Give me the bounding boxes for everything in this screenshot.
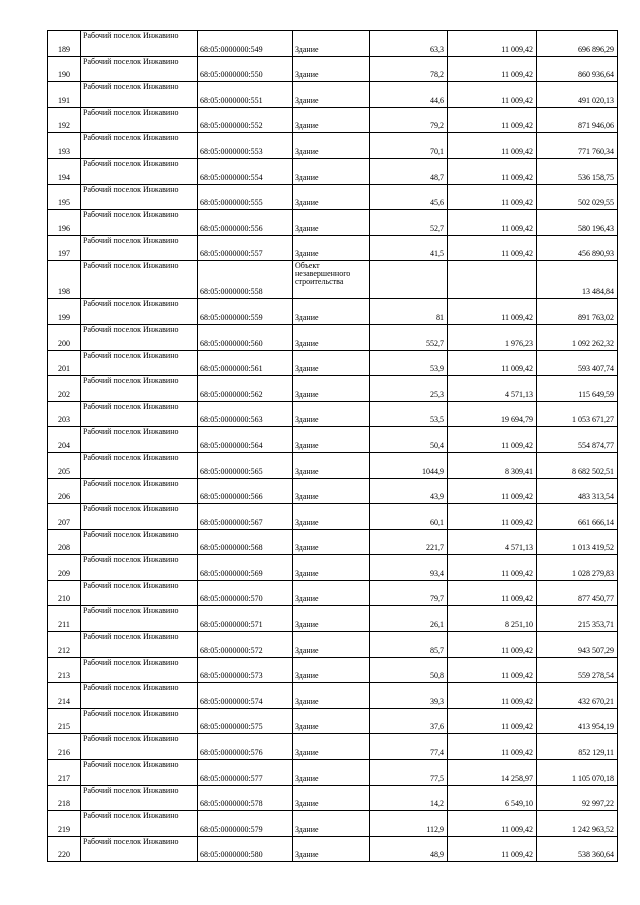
location-cell: Рабочий поселок Инжавино [81, 133, 198, 159]
location-cell: Рабочий поселок Инжавино [81, 811, 198, 837]
cadastral-number-cell: 68:05:0000000:554 [198, 158, 293, 184]
row-number: 212 [48, 632, 81, 658]
cadastral-number-cell: 68:05:0000000:553 [198, 133, 293, 159]
area-cell [370, 261, 448, 299]
cadastral-value-cell: 871 946,06 [537, 107, 618, 133]
table-row [48, 158, 618, 184]
object-type-cell: Здание [293, 760, 370, 786]
cadastral-value-cell: 13 484,84 [537, 261, 618, 299]
cadastral-value-cell: 115 649,59 [537, 376, 618, 402]
row-number: 209 [48, 555, 81, 581]
object-type-cell: Здание [293, 82, 370, 108]
cadastral-value-cell: 502 029,55 [537, 184, 618, 210]
location-cell: Рабочий поселок Инжавино [81, 299, 198, 325]
cadastral-value-cell: 852 129,11 [537, 734, 618, 760]
unit-price-cell: 11 009,42 [448, 734, 537, 760]
location-cell: Рабочий поселок Инжавино [81, 606, 198, 632]
cadastral-number-cell: 68:05:0000000:560 [198, 324, 293, 350]
row-number: 193 [48, 133, 81, 159]
area-cell: 77,5 [370, 760, 448, 786]
row-number: 197 [48, 235, 81, 261]
location-cell: Рабочий поселок Инжавино [81, 31, 198, 57]
location-cell: Рабочий поселок Инжавино [81, 324, 198, 350]
object-type-cell: Здание [293, 606, 370, 632]
location-cell: Рабочий поселок Инжавино [81, 555, 198, 581]
unit-price-cell: 11 009,42 [448, 350, 537, 376]
location-cell: Рабочий поселок Инжавино [81, 107, 198, 133]
cadastral-number-cell: 68:05:0000000:564 [198, 427, 293, 453]
area-cell: 48,9 [370, 836, 448, 862]
cadastral-value-cell: 215 353,71 [537, 606, 618, 632]
cadastral-number-cell: 68:05:0000000:552 [198, 107, 293, 133]
table-row [48, 452, 618, 478]
unit-price-cell: 11 009,42 [448, 555, 537, 581]
area-cell: 79,2 [370, 107, 448, 133]
row-number: 218 [48, 785, 81, 811]
object-type-cell: Здание [293, 235, 370, 261]
location-cell: Рабочий поселок Инжавино [81, 657, 198, 683]
cadastral-number-cell: 68:05:0000000:550 [198, 56, 293, 82]
table-row [48, 734, 618, 760]
row-number: 203 [48, 401, 81, 427]
unit-price-cell: 11 009,42 [448, 82, 537, 108]
unit-price-cell: 4 571,13 [448, 376, 537, 402]
area-cell: 53,5 [370, 401, 448, 427]
location-cell: Рабочий поселок Инжавино [81, 836, 198, 862]
location-cell: Рабочий поселок Инжавино [81, 376, 198, 402]
table-row [48, 107, 618, 133]
location-cell: Рабочий поселок Инжавино [81, 683, 198, 709]
table-row [48, 811, 618, 837]
location-cell: Рабочий поселок Инжавино [81, 56, 198, 82]
table-row [48, 504, 618, 530]
cadastral-value-cell: 92 997,22 [537, 785, 618, 811]
location-cell: Рабочий поселок Инжавино [81, 785, 198, 811]
object-type-cell: Здание [293, 657, 370, 683]
location-cell: Рабочий поселок Инжавино [81, 734, 198, 760]
unit-price-cell: 11 009,42 [448, 158, 537, 184]
cadastral-number-cell: 68:05:0000000:569 [198, 555, 293, 581]
unit-price-cell: 11 009,42 [448, 811, 537, 837]
unit-price-cell: 11 009,42 [448, 235, 537, 261]
cadastral-number-cell: 68:05:0000000:574 [198, 683, 293, 709]
location-cell: Рабочий поселок Инжавино [81, 580, 198, 606]
location-cell: Рабочий поселок Инжавино [81, 708, 198, 734]
row-number: 217 [48, 760, 81, 786]
table-row [48, 580, 618, 606]
object-type-cell: Здание [293, 555, 370, 581]
area-cell: 63,3 [370, 31, 448, 57]
cadastral-value-cell: 580 196,43 [537, 210, 618, 236]
cadastral-number-cell: 68:05:0000000:558 [198, 261, 293, 299]
cadastral-number-cell: 68:05:0000000:556 [198, 210, 293, 236]
unit-price-cell: 11 009,42 [448, 133, 537, 159]
area-cell: 39,3 [370, 683, 448, 709]
object-type-cell: Здание [293, 836, 370, 862]
table-row [48, 555, 618, 581]
unit-price-cell: 11 009,42 [448, 708, 537, 734]
table-row [48, 606, 618, 632]
row-number: 219 [48, 811, 81, 837]
row-number: 207 [48, 504, 81, 530]
cadastral-value-cell: 1 053 671,27 [537, 401, 618, 427]
cadastral-number-cell: 68:05:0000000:559 [198, 299, 293, 325]
location-cell: Рабочий поселок Инжавино [81, 478, 198, 504]
unit-price-cell: 11 009,42 [448, 683, 537, 709]
cadastral-number-cell: 68:05:0000000:577 [198, 760, 293, 786]
cadastral-value-cell: 1 242 963,52 [537, 811, 618, 837]
cadastral-number-cell: 68:05:0000000:551 [198, 82, 293, 108]
unit-price-cell: 11 009,42 [448, 632, 537, 658]
table-row [48, 401, 618, 427]
cadastral-value-cell: 8 682 502,51 [537, 452, 618, 478]
area-cell: 14,2 [370, 785, 448, 811]
row-number: 204 [48, 427, 81, 453]
table-row [48, 184, 618, 210]
row-number: 206 [48, 478, 81, 504]
location-cell: Рабочий поселок Инжавино [81, 452, 198, 478]
area-cell: 85,7 [370, 632, 448, 658]
location-cell: Рабочий поселок Инжавино [81, 529, 198, 555]
area-cell: 112,9 [370, 811, 448, 837]
cadastral-value-cell: 593 407,74 [537, 350, 618, 376]
cadastral-value-cell: 696 896,29 [537, 31, 618, 57]
cadastral-value-cell: 891 763,02 [537, 299, 618, 325]
row-number: 191 [48, 82, 81, 108]
table-row [48, 31, 618, 57]
object-type-cell: Здание [293, 504, 370, 530]
cadastral-value-cell: 491 020,13 [537, 82, 618, 108]
row-number: 196 [48, 210, 81, 236]
object-type-cell: Здание [293, 299, 370, 325]
table-row [48, 836, 618, 862]
row-number: 208 [48, 529, 81, 555]
location-cell: Рабочий поселок Инжавино [81, 350, 198, 376]
object-type-cell: Здание [293, 376, 370, 402]
unit-price-cell: 11 009,42 [448, 56, 537, 82]
row-number: 202 [48, 376, 81, 402]
table-row [48, 478, 618, 504]
area-cell: 25,3 [370, 376, 448, 402]
unit-price-cell: 8 309,41 [448, 452, 537, 478]
row-number: 210 [48, 580, 81, 606]
area-cell: 1044,9 [370, 452, 448, 478]
table-row [48, 82, 618, 108]
area-cell: 43,9 [370, 478, 448, 504]
cadastral-value-cell: 554 874,77 [537, 427, 618, 453]
cadastral-number-cell: 68:05:0000000:575 [198, 708, 293, 734]
cadastral-value-cell: 456 890,93 [537, 235, 618, 261]
cadastral-number-cell: 68:05:0000000:568 [198, 529, 293, 555]
cadastral-value-cell: 1 028 279,83 [537, 555, 618, 581]
cadastral-value-cell: 559 278,54 [537, 657, 618, 683]
object-type-cell: Здание [293, 107, 370, 133]
cadastral-number-cell: 68:05:0000000:576 [198, 734, 293, 760]
area-cell: 52,7 [370, 210, 448, 236]
row-number: 201 [48, 350, 81, 376]
object-type-cell: Здание [293, 529, 370, 555]
object-type-cell: Здание [293, 56, 370, 82]
cadastral-value-cell: 661 666,14 [537, 504, 618, 530]
unit-price-cell: 11 009,42 [448, 299, 537, 325]
area-cell: 37,6 [370, 708, 448, 734]
object-type-cell: Здание [293, 184, 370, 210]
table-row [48, 350, 618, 376]
location-cell: Рабочий поселок Инжавино [81, 504, 198, 530]
cadastral-number-cell: 68:05:0000000:557 [198, 235, 293, 261]
object-type-cell: Здание [293, 324, 370, 350]
unit-price-cell: 11 009,42 [448, 478, 537, 504]
object-type-cell: Здание [293, 133, 370, 159]
row-number: 213 [48, 657, 81, 683]
location-cell: Рабочий поселок Инжавино [81, 184, 198, 210]
unit-price-cell [448, 261, 537, 299]
unit-price-cell: 11 009,42 [448, 107, 537, 133]
unit-price-cell: 11 009,42 [448, 210, 537, 236]
cadastral-value-cell: 943 507,29 [537, 632, 618, 658]
table-body [48, 31, 618, 862]
row-number: 198 [48, 261, 81, 299]
object-type-cell: Здание [293, 427, 370, 453]
table-row [48, 657, 618, 683]
unit-price-cell: 19 694,79 [448, 401, 537, 427]
cadastral-number-cell: 68:05:0000000:565 [198, 452, 293, 478]
object-type-cell: Здание [293, 580, 370, 606]
row-number: 216 [48, 734, 81, 760]
area-cell: 26,1 [370, 606, 448, 632]
table-row [48, 133, 618, 159]
cadastral-number-cell: 68:05:0000000:563 [198, 401, 293, 427]
area-cell: 70,1 [370, 133, 448, 159]
location-cell: Рабочий поселок Инжавино [81, 235, 198, 261]
cadastral-value-cell: 877 450,77 [537, 580, 618, 606]
row-number: 192 [48, 107, 81, 133]
cadastral-number-cell: 68:05:0000000:572 [198, 632, 293, 658]
area-cell: 552,7 [370, 324, 448, 350]
area-cell: 60,1 [370, 504, 448, 530]
object-type-cell: Здание [293, 708, 370, 734]
table-row [48, 683, 618, 709]
property-table [47, 30, 618, 862]
cadastral-value-cell: 1 092 262,32 [537, 324, 618, 350]
row-number: 194 [48, 158, 81, 184]
unit-price-cell: 11 009,42 [448, 184, 537, 210]
cadastral-number-cell: 68:05:0000000:555 [198, 184, 293, 210]
object-type-cell: Здание [293, 350, 370, 376]
table-row [48, 760, 618, 786]
object-type-cell: Здание [293, 811, 370, 837]
table-row [48, 56, 618, 82]
table-row [48, 299, 618, 325]
cadastral-value-cell: 432 670,21 [537, 683, 618, 709]
cadastral-number-cell: 68:05:0000000:573 [198, 657, 293, 683]
area-cell: 78,2 [370, 56, 448, 82]
cadastral-value-cell: 538 360,64 [537, 836, 618, 862]
unit-price-cell: 8 251,10 [448, 606, 537, 632]
row-number: 190 [48, 56, 81, 82]
row-number: 215 [48, 708, 81, 734]
unit-price-cell: 11 009,42 [448, 31, 537, 57]
cadastral-value-cell: 483 313,54 [537, 478, 618, 504]
row-number: 205 [48, 452, 81, 478]
area-cell: 50,4 [370, 427, 448, 453]
area-cell: 221,7 [370, 529, 448, 555]
table-row [48, 427, 618, 453]
row-number: 195 [48, 184, 81, 210]
object-type-cell: Здание [293, 632, 370, 658]
area-cell: 44,6 [370, 82, 448, 108]
row-number: 199 [48, 299, 81, 325]
cadastral-number-cell: 68:05:0000000:578 [198, 785, 293, 811]
unit-price-cell: 11 009,42 [448, 427, 537, 453]
location-cell: Рабочий поселок Инжавино [81, 632, 198, 658]
cadastral-value-cell: 860 936,64 [537, 56, 618, 82]
cadastral-number-cell: 68:05:0000000:567 [198, 504, 293, 530]
cadastral-number-cell: 68:05:0000000:562 [198, 376, 293, 402]
cadastral-number-cell: 68:05:0000000:561 [198, 350, 293, 376]
row-number: 220 [48, 836, 81, 862]
object-type-cell: Здание [293, 683, 370, 709]
cadastral-number-cell: 68:05:0000000:566 [198, 478, 293, 504]
unit-price-cell: 11 009,42 [448, 580, 537, 606]
cadastral-value-cell: 413 954,19 [537, 708, 618, 734]
object-type-cell: Здание [293, 478, 370, 504]
area-cell: 93,4 [370, 555, 448, 581]
area-cell: 48,7 [370, 158, 448, 184]
area-cell: 77,4 [370, 734, 448, 760]
table-row [48, 785, 618, 811]
table-row [48, 376, 618, 402]
unit-price-cell: 1 976,23 [448, 324, 537, 350]
area-cell: 79,7 [370, 580, 448, 606]
location-cell: Рабочий поселок Инжавино [81, 158, 198, 184]
location-cell: Рабочий поселок Инжавино [81, 82, 198, 108]
object-type-cell: Здание [293, 785, 370, 811]
table-row [48, 261, 618, 299]
area-cell: 53,9 [370, 350, 448, 376]
area-cell: 50,8 [370, 657, 448, 683]
object-type-cell: Здание [293, 734, 370, 760]
cadastral-number-cell: 68:05:0000000:571 [198, 606, 293, 632]
area-cell: 81 [370, 299, 448, 325]
table-row [48, 235, 618, 261]
unit-price-cell: 11 009,42 [448, 657, 537, 683]
cadastral-value-cell: 771 760,34 [537, 133, 618, 159]
cadastral-number-cell: 68:05:0000000:570 [198, 580, 293, 606]
area-cell: 41,5 [370, 235, 448, 261]
location-cell: Рабочий поселок Инжавино [81, 261, 198, 299]
table-row [48, 632, 618, 658]
cadastral-number-cell: 68:05:0000000:580 [198, 836, 293, 862]
cadastral-value-cell: 1 105 070,18 [537, 760, 618, 786]
cadastral-number-cell: 68:05:0000000:579 [198, 811, 293, 837]
location-cell: Рабочий поселок Инжавино [81, 760, 198, 786]
unit-price-cell: 11 009,42 [448, 836, 537, 862]
table-row [48, 324, 618, 350]
row-number: 214 [48, 683, 81, 709]
cadastral-number-cell: 68:05:0000000:549 [198, 31, 293, 57]
object-type-cell: Здание [293, 210, 370, 236]
object-type-cell: Объект незавершенного строительства [293, 261, 370, 299]
location-cell: Рабочий поселок Инжавино [81, 401, 198, 427]
table-row [48, 210, 618, 236]
object-type-cell: Здание [293, 452, 370, 478]
cadastral-value-cell: 1 013 419,52 [537, 529, 618, 555]
area-cell: 45,6 [370, 184, 448, 210]
row-number: 189 [48, 31, 81, 57]
object-type-cell: Здание [293, 31, 370, 57]
table-row [48, 708, 618, 734]
row-number: 211 [48, 606, 81, 632]
unit-price-cell: 4 571,13 [448, 529, 537, 555]
object-type-cell: Здание [293, 401, 370, 427]
row-number: 200 [48, 324, 81, 350]
unit-price-cell: 14 258,97 [448, 760, 537, 786]
unit-price-cell: 6 549,10 [448, 785, 537, 811]
location-cell: Рабочий поселок Инжавино [81, 427, 198, 453]
table-row [48, 529, 618, 555]
location-cell: Рабочий поселок Инжавино [81, 210, 198, 236]
cadastral-value-cell: 536 158,75 [537, 158, 618, 184]
unit-price-cell: 11 009,42 [448, 504, 537, 530]
object-type-cell: Здание [293, 158, 370, 184]
